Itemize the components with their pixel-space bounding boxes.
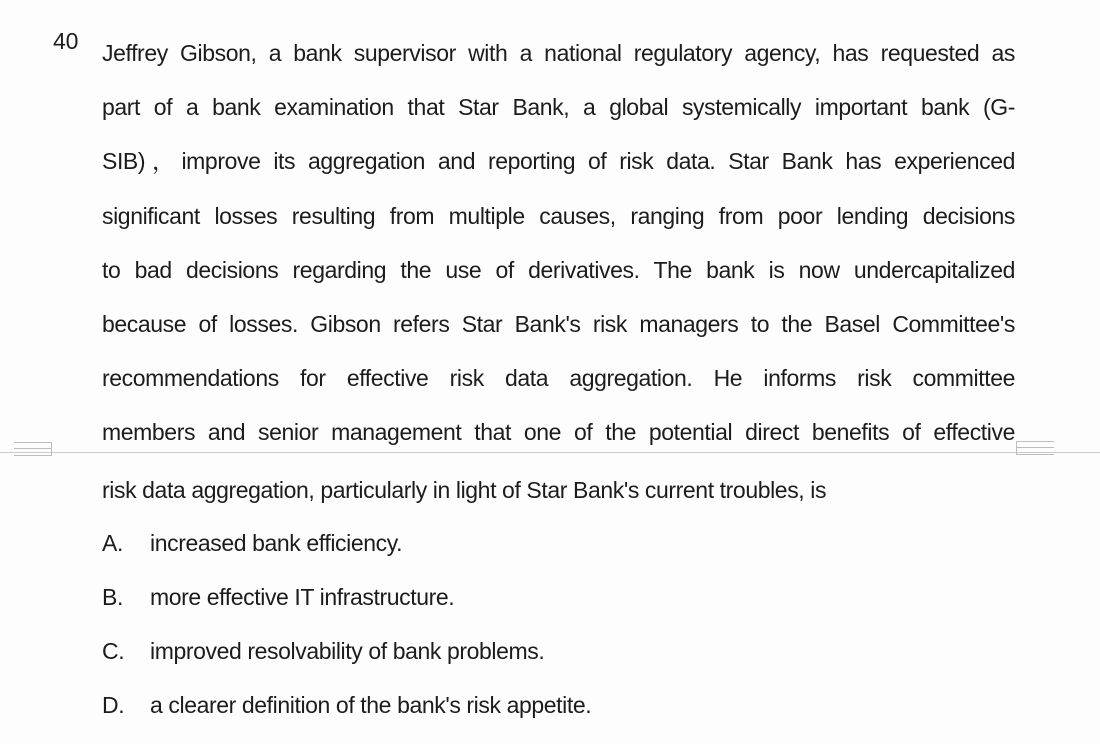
option-letter: B. xyxy=(102,584,123,610)
option-letter: D. xyxy=(102,692,125,718)
stem-line: recommendations for effective risk data aggregation. He informs risk committee xyxy=(102,365,1015,392)
option-a xyxy=(102,528,1002,582)
page-break-line xyxy=(0,452,1100,453)
stem-line: members and senior management that one of the potential direct benefits of effective xyxy=(102,419,1015,446)
option-letter: C. xyxy=(102,638,125,664)
question-stem xyxy=(102,26,1015,460)
option-d xyxy=(102,690,1002,744)
stem-line-continued: risk data aggregation, particularly in light of Star Bank's current troubles, is xyxy=(102,477,827,503)
stem-line: significant losses resulting from multiple causes, ranging from poor lending decisions xyxy=(102,202,1015,229)
option-b xyxy=(102,582,1002,636)
option-c xyxy=(102,636,1002,690)
option-letter: A. xyxy=(102,530,123,556)
page-corner-marker-left xyxy=(14,442,52,456)
option-text: increased bank efficiency. xyxy=(150,530,403,556)
page-corner-marker-right xyxy=(1016,441,1054,455)
stem-line: because of losses. Gibson refers Star Bank's risk managers to the Basel Committee's xyxy=(102,310,1015,337)
answer-options xyxy=(102,528,1002,744)
stem-line: to bad decisions regarding the use of derivatives. The bank is now undercapitalized xyxy=(102,256,1015,283)
stem-line: Jeffrey Gibson, a bank supervisor with a national regulatory agency, has requested as xyxy=(102,40,1015,66)
option-text: more effective IT infrastructure. xyxy=(150,584,455,610)
stem-line: SIB)，improve its aggregation and reporting of risk data. Star Bank has experienced xyxy=(102,148,1015,175)
question-number: 40 xyxy=(53,28,79,54)
option-text: a clearer definition of the bank's risk appetite. xyxy=(150,692,592,718)
stem-line: part of a bank examination that Star Bank, a global systemically important bank (G- xyxy=(102,94,1015,121)
option-text: improved resolvability of bank problems. xyxy=(150,638,545,664)
